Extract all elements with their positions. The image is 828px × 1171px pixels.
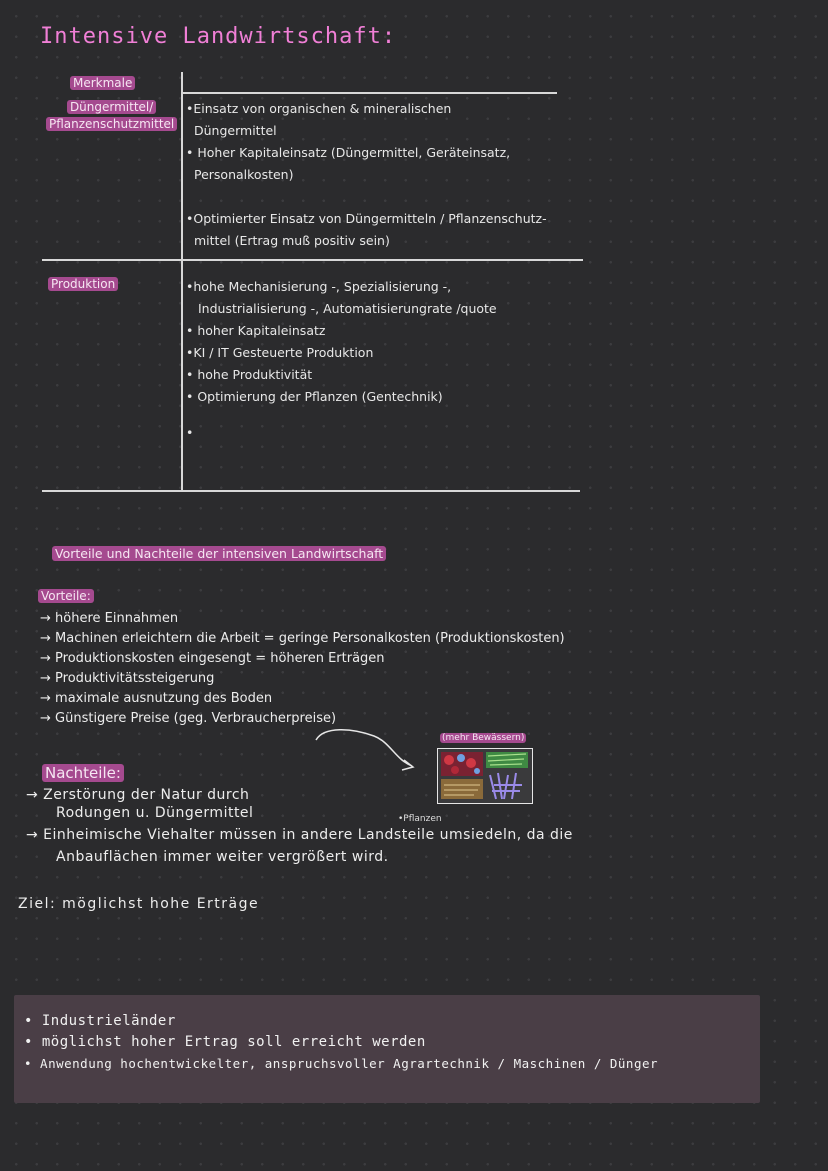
- table-header-merkmale: Merkmale: [70, 76, 135, 90]
- vorteile-list: [40, 609, 565, 729]
- table-cell-line: •hohe Mechanisierung -, Spezialisierung -,: [186, 279, 452, 294]
- table-cell-line: Düngermittel: [194, 123, 277, 138]
- table-vertical-divider: [181, 72, 183, 492]
- table-cell-line: Personalkosten): [194, 167, 294, 182]
- summary-item: • Industrieländer: [24, 1013, 176, 1029]
- ziel-text: Ziel: möglichst hohe Erträge: [18, 896, 260, 912]
- table-cell-line: • hohe Produktivität: [186, 367, 313, 382]
- table-cell-line: • Hoher Kapitaleinsatz (Düngermittel, Geräteinsatz,: [186, 145, 511, 160]
- table-cell-line: mittel (Ertrag muß positiv sein): [194, 233, 390, 248]
- list-item: → Einheimische Viehalter müssen in andere Landsteile umsiedeln, da die: [26, 827, 573, 843]
- list-item: → Zerstörung der Natur durch: [26, 787, 250, 803]
- table-cell-line: •Einsatz von organischen & mineralischen: [186, 101, 452, 116]
- nachteile-heading: Nachteile:: [42, 764, 124, 782]
- row-items-produktion: [186, 276, 497, 444]
- list-item: → maximale ausnutzung des Boden: [40, 691, 273, 706]
- summary-box: [14, 995, 760, 1103]
- list-item: → Produktivitätssteigerung: [40, 671, 215, 686]
- list-item: Rodungen u. Düngermittel: [56, 805, 254, 821]
- table-cell-line: • hoher Kapitaleinsatz: [186, 323, 326, 338]
- page-title: Intensive Landwirtschaft:: [40, 24, 397, 49]
- table-cell-line: Industrialisierung -, Automatisierungrate /quote: [198, 301, 497, 316]
- list-item: → Machinen erleichtern die Arbeit = geringe Personalkosten (Produktionskosten): [40, 631, 565, 646]
- image-sub-caption: •Pflanzen: [398, 814, 442, 824]
- list-item: → höhere Einnahmen: [40, 611, 179, 626]
- table-header-rule: [183, 92, 557, 94]
- image-caption: (mehr Bewässern): [442, 733, 525, 743]
- summary-item: • möglichst hoher Ertrag soll erreicht werden: [24, 1034, 426, 1050]
- list-item: → Günstigere Preise (geg. Verbraucherpreise): [40, 711, 337, 726]
- vorteile-heading: Vorteile:: [38, 589, 94, 603]
- list-item: → Produktionskosten eingesengt = höheren Erträgen: [40, 651, 385, 666]
- curved-arrow-icon: [312, 726, 422, 776]
- nachteile-list: [26, 784, 573, 868]
- table-cell-line: •: [186, 425, 194, 440]
- list-item: Anbauflächen immer weiter vergrößert wird.: [56, 849, 389, 865]
- table-cell-line: •KI / IT Gesteuerte Produktion: [186, 345, 374, 360]
- row-label-duengermittel: Düngermittel/ Pflanzenschutzmittel: [46, 99, 177, 133]
- table-bottom-rule: [42, 490, 580, 492]
- table-row-divider: [42, 259, 583, 261]
- row-items-duengermittel: [186, 98, 547, 252]
- row-label-produktion: Produktion: [48, 277, 118, 291]
- section-title: Vorteile und Nachteile der intensiven Landwirtschaft: [52, 546, 386, 561]
- table-cell-line: •Optimierter Einsatz von Düngermitteln / Pflanzenschutz-: [186, 211, 547, 226]
- summary-item: • Anwendung hochentwickelter, anspruchsvoller Agrartechnik / Maschinen / Dünger: [24, 1056, 659, 1071]
- table-cell-line: • Optimierung der Pflanzen (Gentechnik): [186, 389, 443, 404]
